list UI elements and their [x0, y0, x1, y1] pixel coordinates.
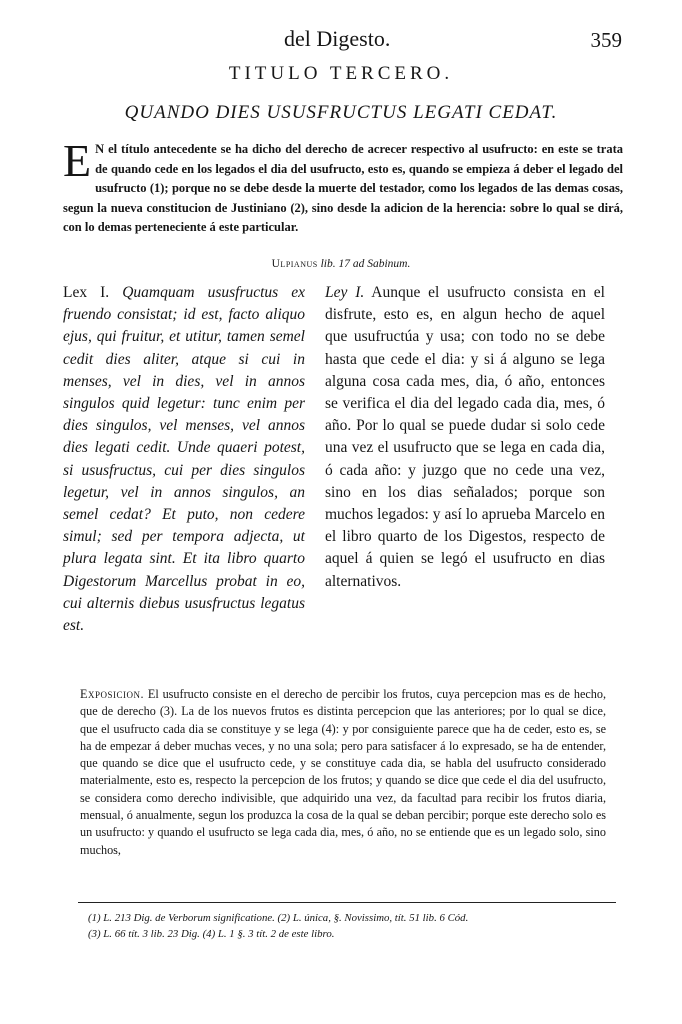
exposition-paragraph — [80, 686, 606, 859]
footnote-line: (1) L. 213 Dig. de Verborum significatione. (2) L. única, §. Novissimo, tít. 51 lib. 6 Cód. — [88, 912, 469, 924]
chapter-title: TITULO TERCERO. — [228, 63, 454, 84]
drop-cap: E — [63, 135, 92, 186]
exposition-label: Exposicion. — [80, 687, 144, 701]
attribution-author: Ulpianus — [271, 258, 318, 270]
footnotes — [88, 910, 608, 942]
intro-paragraph — [63, 135, 623, 238]
footnote-line: (3) L. 66 tít. 3 lib. 23 Dig. (4) L. 1 §. 3 tít. 2 de este libro. — [88, 928, 335, 940]
spanish-text: Aunque el usufructo consista en el disfrute, esto es, en algun hecho de aquel que usufructúa y usa; con todo no se debe hasta que cede el dia: y si á alguno se lega alguna cosa cada mes, dia, ó año, entonces se verifica el dia del legado cada dia, mes, ó año. Por lo qual se puede dudar si solo cede una vez el usufructo que se lega en cada dia, ó cada año: y juzgo que no cede una vez, sino en los dias señalados; porque son muchos legados: y así lo aprueba Marcelo en el libro quarto de los Digestos, respecto de aquel á quien se legó el usufructo en dias alternativos. — [325, 284, 605, 590]
source-attribution — [0, 256, 682, 272]
latin-law-heading: Lex I. — [63, 284, 110, 301]
chapter-subtitle: QUANDO DIES USUSFRUCTUS LEGATI CEDAT. — [124, 102, 558, 123]
spanish-law-heading: Ley I. — [325, 284, 365, 301]
footnote-divider — [78, 902, 616, 903]
latin-column — [63, 282, 305, 637]
latin-text: Quamquam ususfructus ex fruendo consistat; id est, facto aliquo ejus, qui fruitur, et utitur, tamen semel cedit dies aliter, atque si cui in menses, vel in dies, vel in annos singulos quid legetur: tunc enim per dies singulos, vel menses, vel annos dies legati cedit. Unde quaeri potest, si ususfructus, cui per dies singulos legetur, vel in annos singulos, an semel cedat? Et puto, non cedere simul; sed per tempora adjecta, ut plura legata sint. Et ita libro quarto Digestorum Marcellus probat in eo, cui alternis diebus ususfructus legatus est. — [63, 284, 305, 635]
attribution-work: lib. 17 ad Sabinum. — [320, 258, 411, 270]
exposition-text: El usufructo consiste en el derecho de percibir los frutos, cuya percepcion mas es de hecho, que de derecho (3). La de los nuevos frutos es distinta percepcion que las anteriores; por lo qual se dice, que el usufructo cada dia se constituye y se lega (4): y por consiguiente parece que ha de ceder, esto es, se ha de empezar á deber muchas veces, y no una sola; pero para satisfacer á lo expresado, se ha de entender, que quando se dice que el usufructo cede, y se constituye cada dia, se habla del usufructo considerado materialmente, esto es, respecto la percepcion de los frutos; y quando se dice que cede el dia del usufructo, se considera como derecho indivisible, que adquirido una vez, da facultad para recibir los frutos diaria, mensual, ó anualmente, segun los produzca la cosa de la qual se deban percibir; porque este derecho solo es un usufructo: y quando el usufructo se lega cada dia, mes, ó año, no se entiende que es un legado solo, sino muchos, — [80, 687, 606, 857]
intro-text: N el título antecedente se ha dicho del derecho de acrecer respectivo al usufructo: en este se trata de quando cede en los legados el dia del usufructo, esto es, quando se empieza á deber el legado del usufructo (1); porque no se debe desde la muerte del testador, como los legados de las demas cosas, segun la nueva constitucion de Justiniano (2), sino desde la adicion de la herencia: sobre lo qual se dirá, con lo demas perteneciente á este particular. — [63, 142, 623, 234]
spanish-column — [325, 282, 605, 593]
page-number: 359 — [590, 28, 622, 52]
running-title: del Digesto. — [284, 26, 391, 51]
running-head — [0, 26, 682, 56]
